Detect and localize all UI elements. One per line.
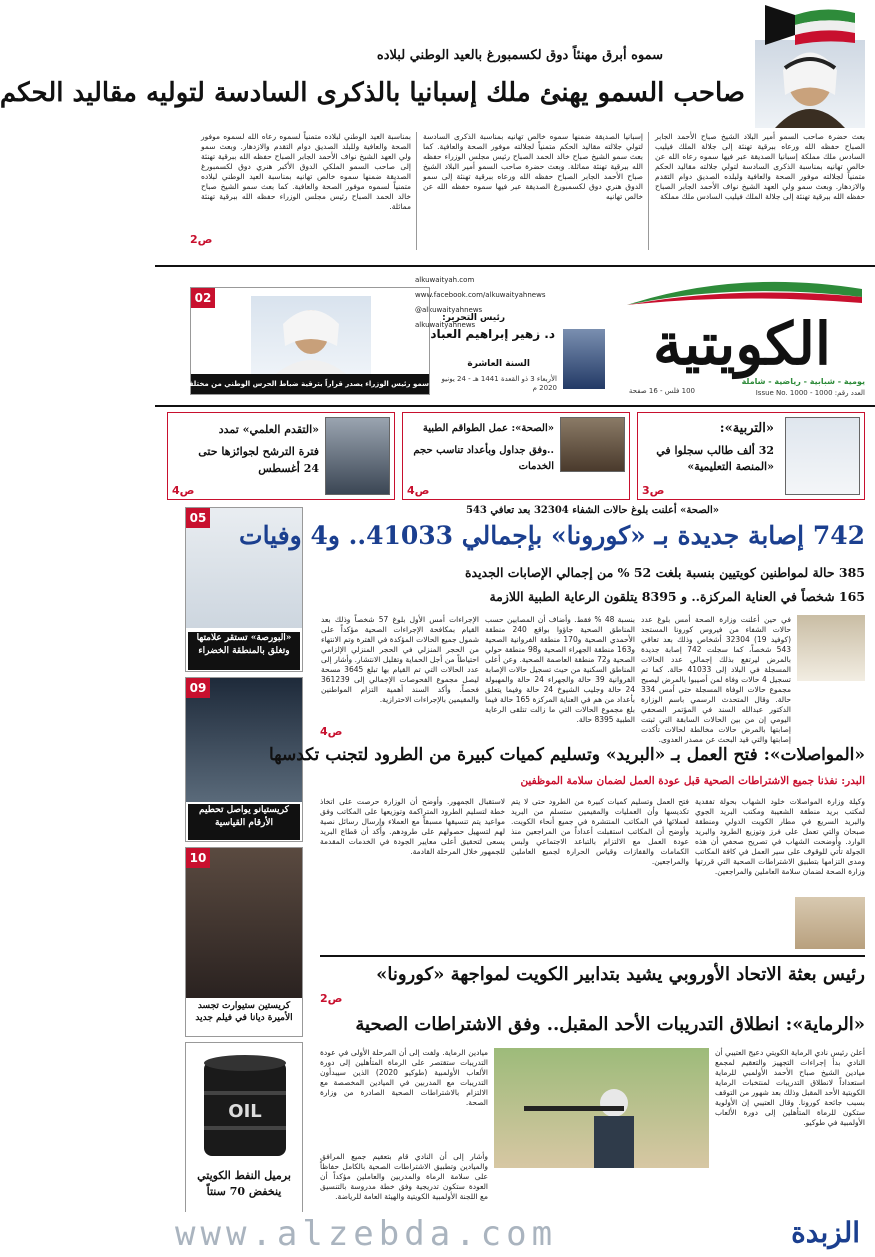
oil-barrel-icon [196, 1051, 294, 1161]
sidebar [185, 507, 303, 1237]
corona-sub-2: 165 شخصاً في العناية المركزة.. و 8395 يتلقون الرعاية الطبية اللازمة [489, 589, 865, 604]
eu-story [320, 958, 865, 1008]
player-photo [563, 329, 605, 389]
transport-col-1: وكيلة وزارة المواصلات خلود الشهاب بحولة تفقدية لمكتب بريد منطقة الشعيبة ومكتب البريد الجوي والبريد السريع في مطار الكويت الدولي ومنطقة صبحان والتي تعمل على فرز وتوزيع الطرود والبريد الوارد. وأوضحت الشهاب في تصريح صحفي أن هذه الجولة تأتي للوقوف على سير العمل في كافة المكاتب ومدى التزامها بتطبيق الاشتراطات الصحية التي قررتها وزارة الصحة لضمان سلامة العاملين والمراجعين. [695, 797, 865, 876]
emir-photo [755, 40, 865, 128]
sidebar-2-caption: كريستيانو يواصل تحطيم الأرقام القياسية [188, 804, 300, 840]
teaser-1-page: ص3 [642, 484, 665, 497]
teaser-3-photo [325, 417, 390, 495]
eu-page: ص2 [320, 992, 343, 1005]
sidebar-item-4[interactable] [185, 1042, 303, 1237]
top-col-1: بعث حضرة صاحب السمو أمير البلاد الشيخ صباح الأحمد الجابر الصباح حفظه الله ورعاه ببرقية تهنئة إلى جلالة الملك فيليب السادس ملك مملكة إسبانيا الصديقة عبر فيها سموه رعاه الله عن خالص تهانيه بمناسبة الذكرى السادسة لتولي جلالته مقاليد الحكم متمنياً لجلالته موفور الصحة والعافية ولبلده الصديق دوام التقدم والازدهار. وبعث سمو ولي العهد الشيخ نواف الأحمد الجابر الصباح حفظه الله ببرقية تهنئة إلى جلالة الملك فيليب السادس ملك مملكة [655, 132, 865, 201]
top-headline: صاحب السمو يهنئ ملك إسبانيا بالذكرى السادسة لتوليه مقاليد الحكم [0, 78, 745, 108]
masthead-logo: الكويتية [617, 277, 867, 377]
transport-headline: «المواصلات»: فتح العمل بـ «البريد» وتسليم كميات كبيرة من الطرود لتجنب تكدسها [268, 745, 865, 765]
teaser-2[interactable] [402, 412, 630, 500]
sidebar-1-num: 05 [186, 508, 210, 528]
sidebar-3-photo [186, 848, 302, 998]
sidebar-2-num: 09 [186, 678, 210, 698]
corona-col-1: في حين أعلنت وزارة الصحة أمس بلوغ عدد حالات الشفاء من فيروس كورونا المستجد (كوفيد 19) 32304 أشخاص وذلك بعد تعافي 543 شخصاً، كما سجلت 742 إصابة جديدة بالمرض ليرتفع بذلك إجمالي عدد الحالات المسجلة في البلاد إلى 41033 حالة. كما تم تسجيل 4 حالات وفاة لمن أصيبوا بالمرض ليصبح مجموع حالات الوفاة المسجلة حتى أمس 334 حالة. وقال المتحدث الرسمي باسم الوزارة الدكتور عبدالله السند في المؤتمر الصحفي اليومي إن من بين الحالات السابقة التي ثبتت إصابتها بالمرض حالات مخالطة لحالات تأكدت إصابتها والتي قيد البحث عن مصدر العدوى. [641, 615, 792, 744]
pm-box [163, 287, 430, 395]
pm-photo [251, 296, 371, 374]
year: السنة العاشرة [467, 359, 530, 369]
pm-caption: سمو رئيس الوزراء يصدر قراراً بترقية ضباط الحرس الوطني من مختلف الرتب [191, 374, 429, 394]
shooting-col-3: وأشار إلى أن النادي قام بتعقيم جميع المرافق والميادين وتطبيق الاشتراطات الصحية بالكامل حفاظاً على سلامة الرماة والمدربين والعاملين مؤكداً أن العودة ستكون تدريجية وفق خطة مدروسة بالتنسيق مع اللجنة الأولمبية الكويتية والهيئة العامة للرياضة. [320, 1152, 488, 1201]
teaser-1-photo [785, 417, 860, 495]
instagram-link[interactable]: alkuwaityahnews [415, 321, 476, 329]
transport-photo [795, 897, 865, 949]
sidebar-3-caption: كريستين ستيوارت تجسد الأميرة ديانا في فيلم جديد [195, 1001, 293, 1023]
sidebar-3-num: 10 [186, 848, 210, 868]
teaser-3[interactable] [167, 412, 395, 500]
shooting-col-2: ميادين الرماية. ولفت إلى أن المرحلة الأولى في عودة التدريبات ستقتصر على الرماة المتأهلين إلى دورة الألعاب الأولمبية (طوكيو 2020) الذين سيبدأون التدريبات مع المدربين في الميادين المخصصة مع الالتزام بالاشتراطات الصحية الصادرة من وزارة الصحة. [320, 1048, 488, 1107]
shooting-col-1: أعلن رئيس نادي الرماية الكويتي دعيج العتيبي أن النادي بدأ إجراءات التجهيز والتعقيم لمجمع ميادين الشيخ صباح الأحمد الأولمبي للرماية استعداداً لانطلاق التدريبات لمنتخبات الرماية الكويتية الأحد المقبل وذلك بعد شهور من التوقف بسبب جائحة كورونا. وقال العتيبي إن الأولوية ستكون للرماة المتأهلين إلى دورة الألعاب الأولمبية في طوكيو. [715, 1048, 865, 1127]
sidebar-item-3[interactable] [185, 847, 303, 1037]
footer-brand[interactable]: الزبدة [791, 1216, 860, 1249]
sidebar-4-caption: برميل النفط الكويتي ينخفض 70 سنتاً [197, 1169, 291, 1198]
teaser-2-title: «الصحة»: عمل الطواقم الطبية [422, 423, 554, 434]
top-col-3: بمناسبة العيد الوطني لبلاده متمنياً لسموه رعاه الله لسموه موفور الصحة والعافية وللبلد الصديق دوام التقدم والازدهار. وبعث سمو ولي العهد الشيخ نواف الأحمد الجابر الصباح حفظه الله ببرقية تهنئة إلى صاحب السمو الملكي الدوق الأكبر هنري دوق لكسمبورغ الصديقة ضمنها سموه خالص تهانيه بمناسبة العيد الوطني لبلاده متمنياً لسموه موفور الصحة والعافية. كما بعث سمو الشيخ صباح خالد الحمد الصباح رئيس مجلس الوزراء حفظه الله ببرقية تهنئة مماثلة. [201, 132, 411, 211]
transport-sub: البدر: نفذنا جميع الاشتراطات الصحية قبل عودة العمل لضمان سلامة الموظفين [520, 775, 865, 787]
corona-kicker: «الصحة» أعلنت بلوغ حالات الشفاء 32304 بعد تعافي 543 [466, 505, 719, 516]
shooting-headline: «الرماية»: انطلاق التدريبات الأحد المقبل.. وفق الاشتراطات الصحية [355, 1014, 865, 1035]
issue-number: العدد رقم: 1000 - Issue No. 1000 [755, 389, 865, 397]
pm-box-num: 02 [191, 288, 215, 308]
shooting-story [320, 1010, 865, 1210]
top-kicker: سموه أبرق مهنئاً دوق لكسمبورغ بالعيد الوطني لبلاده [376, 48, 664, 63]
teaser-1-body: 32 ألف طالب سجلوا في «المنصة التعليمية» [656, 444, 774, 473]
teaser-1[interactable] [637, 412, 865, 500]
masthead-tagline: يومية - شبابية - رياضية - شاملة [741, 377, 865, 386]
corona-sub-1: 385 حالة لمواطنين كويتيين بنسبة بلغت 52 % من إجمالي الإصابات الجديدة [464, 565, 865, 580]
transport-page: ص4 [320, 725, 343, 738]
editor-name: د. زهير إبراهيم العباد [430, 327, 555, 341]
sidebar-1-caption: «البورصة» تستقر علامتها وتغلق بالمنطقة الخضراء [188, 632, 300, 670]
masthead [155, 265, 875, 405]
teaser-2-photo [560, 417, 625, 472]
corona-col-3: الإجراءات أمس الأول بلوغ 57 شخصاً وذلك بعد القيام بمكافحة الإجراءات الصحية مؤكداً على شمول جميع الحالات المؤكدة في الفترة وتم الانتهاء من الحجر المنزلي في الحجر المنزلي الإلزامي احتياطاً من أجل الحماية وتقليل الانتشار. وأشار إلى عدد الحالات التي تم القيام بها تبلغ 3645 مسحة ليصل مجموع الفحوصات الإجمالي إلى 361239 فحصاً. وأكد السند أهمية التزام المواطنين والمقيمين بالإجراءات الاحترازية. [321, 615, 479, 704]
corona-headline: 742 إصابة جديدة بـ «كورونا» بإجمالي 41033.. و4 وفيات [239, 521, 865, 550]
top-col-2: إسبانيا الصديقة ضمنها سموه خالص تهانيه بمناسبة الذكرى السادسة لتولي جلالته مقاليد الحكم متمنياً لجلالته موفور الصحة والعافية. كما بعث سمو الشيخ صباح خالد الحمد الصباح رئيس مجلس الوزراء حفظه الله ببرقية تهنئة مماثلة. وبعث حضرة صاحب السمو أمير البلاد الشيخ صباح الأحمد الجابر الصباح حفظه الله ورعاه ببرقية تهنئة إلى سمو الدوق هنري دوق لكسمبورغ الصديقة عبر فيها سموه حفظه الله عن خالص تهانيه [423, 132, 643, 201]
teaser-2-body: ..وفق جداول وبأعداد تناسب حجم الخدمات [413, 445, 554, 472]
transport-col-2: فتح العمل وتسليم كميات كبيرة من الطرود حتى لا يتم تكديسها وأن العمليات والمقيمين ستسلم من البريد لعملائها في المكاتب المنتشرة في جميع أنحاء الكويت. وأوضح أن المكاتب استقبلت أعداداً من المراجعين منذ عودة العمل مع الالتزام بالتباعد الاجتماعي ولبس الكمامات والقفازات وقياس الحرارة لجميع العاملين والمراجعين. [511, 797, 689, 866]
price: 100 فلس - 16 صفحة [628, 387, 695, 395]
teaser-3-title: «التقدم العلمي» تمدد [218, 423, 319, 436]
eu-headline: رئيس بعثة الاتحاد الأوروبي يشيد بتدابير الكويت لمواجهة «كورونا» [376, 964, 865, 985]
website-link[interactable]: alkuwaityah.com [415, 276, 475, 284]
teaser-2-page: ص4 [407, 484, 430, 497]
footer [155, 1212, 875, 1257]
facebook-link[interactable]: www.facebook.com/alkuwaityahnews [415, 291, 546, 299]
kuwait-flag-icon [765, 5, 855, 45]
transport-story [268, 725, 865, 950]
shooting-photo [494, 1048, 709, 1168]
teaser-3-body: فترة الترشح لجوائزها حتى 24 أغسطس [198, 445, 319, 475]
footer-url[interactable]: www.alzebda.com [175, 1214, 558, 1254]
teaser-3-page: ص4 [172, 484, 195, 497]
teaser-1-title: «التربية»: [719, 421, 774, 436]
editor-label: رئيس التحرير: [442, 313, 505, 323]
page-ref: ص2 [190, 233, 213, 246]
corona-col-2: بنسبة 48 % فقط. وأضاف أن المصابين حسب المناطق الصحية جاؤوا بواقع 240 منطقة الأحمدي الصحية و170 منطقة الفروانية الصحية و163 منطقة الجهراء الصحية و98 منطقة حولي الصحية و72 منطقة العاصمة الصحية. وعن أعلى المناطق السكنية من حيث تسجيل حالات الإصابة الفروانية 39 حالة والجهراء 24 حالة والمهبولة 24 حالة وجليب الشيوخ 24 حالة وفيما يتعلق بأعداد من هم في العناية المركزة 165 حالة فيما بلغ مجموع الحالات التي ما زالت تتلقى الرعاية الطبية 8395 حالة. [485, 615, 636, 724]
transport-col-3: لاستقبال الجمهور. وأوضح أن الوزارة حرصت على اتخاذ خطة لتسليم الطرود المتراكمة وتوزيعها على المكاتب وفق مواعيد يتم تنسيقها مسبقاً مع العملاء وإرسال رسائل نصية لهم لتسهيل حصولهم على طرودهم. وأكد أن قطاع البريد يسعى لتحقيق أعلى معايير الجودة في الخدمات المقدمة للجمهور خلال المرحلة القادمة. [320, 797, 505, 856]
date-line: الأربعاء 3 ذو القعدة 1441 هـ - 24 يونيو 2020 م [441, 375, 557, 392]
top-story [0, 0, 875, 265]
social-links [415, 273, 545, 333]
corona-photo [797, 615, 865, 681]
svg-text:OIL: OIL [228, 1101, 262, 1122]
twitter-link[interactable]: @alkuwaityahnews [415, 306, 483, 314]
